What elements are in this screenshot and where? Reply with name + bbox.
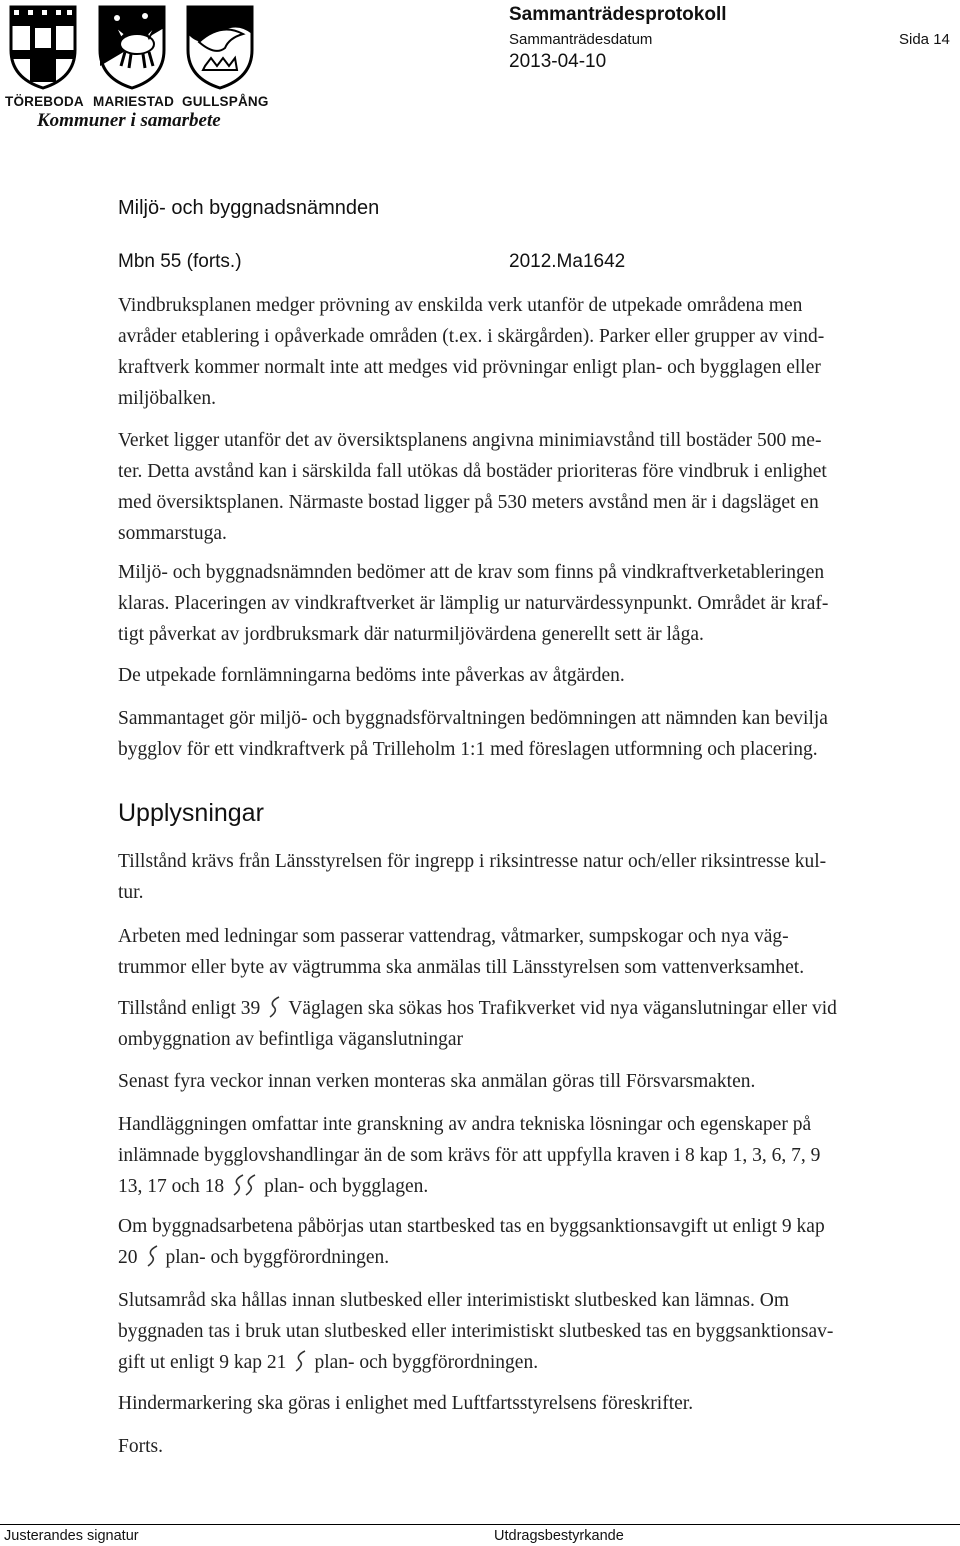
section-sign-icon: [292, 1350, 310, 1372]
text-line: Verket ligger utanför det av översiktsplanens angivna minimiavstånd till bostäder 500 me-: [118, 430, 822, 451]
text-line: ombyggnation av befintliga väganslutningar: [118, 1029, 463, 1050]
text-line: kraftverk kommer normalt inte att medges vid prövningar enligt plan- och bygglagen eller: [118, 357, 821, 378]
gullspang-crest-icon: [185, 4, 255, 90]
text-line: Vindbruksplanen medger prövning av enskilda verk utanför de utpekade områdena men: [118, 295, 803, 316]
info-handlaggning: [118, 1109, 948, 1202]
text-line: avråder etablering i opåverkade områden (t.ex. i skärgården). Parker eller grupper av vind-: [118, 326, 825, 347]
text-line: Om byggnadsarbetena påbörjas utan startbesked tas en byggsanktionsavgift ut enligt 9 kap: [118, 1216, 825, 1237]
info-vaglagen: [118, 993, 948, 1055]
section-heading: Upplysningar: [118, 799, 264, 827]
text-line: tur.: [118, 882, 144, 903]
text-segment: plan- och byggförordningen.: [314, 1352, 539, 1373]
paragraph-minimiavstand: [118, 425, 948, 549]
text-line: bygglov för ett vindkraftverk på Trilleholm 1:1 med föreslagen utformning och placering.: [118, 739, 818, 760]
text-line: Tillstånd krävs från Länsstyrelsen för ingrepp i riksintresse natur och/eller riksintresse kul-: [118, 851, 827, 872]
info-ledningar: [118, 921, 948, 983]
text-segment: gift ut enligt 9 kap 21: [118, 1352, 287, 1373]
text-line: [118, 1242, 948, 1273]
info-slutsamrad: [118, 1285, 948, 1378]
info-startbesked: [118, 1211, 948, 1273]
text-line: De utpekade fornlämningarna bedöms inte påverkas av åtgärden.: [118, 665, 625, 686]
meeting-date: 2013-04-10: [509, 51, 607, 72]
toreboda-crest-icon: [8, 4, 78, 90]
text-line: Arbeten med ledningar som passerar vattendrag, våtmarker, sumpskogar och nya väg-: [118, 926, 789, 947]
info-lansstyrelsen: [118, 846, 948, 908]
text-line: inlämnade bygglovshandlingar än de som krävs för att uppfylla kraven i 8 kap 1, 3, 6, 7, 9: [118, 1145, 821, 1166]
document-type-title: Sammanträdesprotokoll: [509, 4, 727, 25]
text-line: Senast fyra veckor innan verken monteras ska anmälan göras till Försvarsmakten.: [118, 1071, 756, 1092]
section-identifier: Mbn 55 (forts.): [118, 251, 242, 272]
paragraph-vindbruksplan: [118, 290, 948, 414]
text-line: [118, 1171, 948, 1202]
info-forsvarsmakten: [118, 1066, 948, 1097]
logo-tagline: Kommuner i samarbete: [37, 110, 221, 131]
text-line: miljöbalken.: [118, 388, 217, 409]
paragraph-fornlamningar: [118, 660, 948, 691]
info-hindermarkering: [118, 1388, 948, 1419]
text-line: Miljö- och byggnadsnämnden bedömer att de krav som finns på vindkraftverketableringen: [118, 562, 825, 583]
section-sign-icon: [144, 1245, 162, 1267]
board-name: Miljö- och byggnadsnämnden: [118, 197, 380, 219]
municipality-name: GULLSPÅNG: [182, 94, 269, 109]
case-number: 2012.Ma1642: [509, 251, 626, 272]
section-sign-icon: [266, 996, 284, 1018]
text-line: Handläggningen omfattar inte granskning av andra tekniska lösningar och egenskaper på: [118, 1114, 812, 1135]
text-line: [118, 993, 948, 1024]
text-segment: Väglagen ska sökas hos Trafikverket vid nya väganslutningar eller vid: [288, 998, 837, 1019]
text-segment: 13, 17 och 18: [118, 1176, 225, 1197]
text-line: Forts.: [118, 1436, 163, 1457]
text-segment: plan- och byggförordningen.: [165, 1247, 390, 1268]
mariestad-crest-icon: [97, 4, 167, 90]
text-line: Hindermarkering ska göras i enlighet med Luftfartsstyrelsens föreskrifter.: [118, 1393, 694, 1414]
text-line: byggnaden tas i bruk utan slutbesked eller interimistiskt slutbesked tas en byggsanktionsav-: [118, 1321, 834, 1342]
paragraph-bedomning: [118, 557, 948, 650]
text-line: med översiktsplanen. Närmaste bostad ligger på 530 meters avstånd men är i dagsläget en: [118, 492, 819, 513]
paragraph-sammantaget: [118, 703, 948, 765]
text-line: sommarstuga.: [118, 523, 227, 544]
municipality-name: TÖREBODA: [5, 94, 84, 109]
text-line: klaras. Placeringen av vindkraftverket är lämplig ur naturvärdessynpunkt. Området är kraf-: [118, 593, 829, 614]
text-line: Sammantaget gör miljö- och byggnadsförvaltningen bedömningen att nämnden kan bevilja: [118, 708, 828, 729]
text-line: Slutsamråd ska hållas innan slutbesked eller interimistiskt slutbesked kan lämnas. Om: [118, 1290, 790, 1311]
text-line: ter. Detta avstånd kan i särskilda fall utökas då bostäder prioriteras före vindbruk i enlighet: [118, 461, 827, 482]
text-segment: Tillstånd enligt 39: [118, 998, 261, 1019]
continuation-note: [118, 1431, 948, 1462]
municipality-name: MARIESTAD: [93, 94, 175, 109]
text-line: tigt påverkat av jordbruksmark där naturmiljövärdena generellt sett är låga.: [118, 624, 704, 645]
page-number: Sida 14: [899, 31, 950, 48]
municipal-logo-group: [5, 2, 267, 132]
footer-divider: [0, 1524, 960, 1525]
text-segment: 20: [118, 1247, 138, 1268]
text-line: [118, 1347, 948, 1378]
certification-label: Utdragsbestyrkande: [494, 1528, 624, 1544]
section-sign-icon: [230, 1174, 260, 1196]
meeting-date-label: Sammanträdesdatum: [509, 31, 653, 48]
text-segment: plan- och bygglagen.: [264, 1176, 429, 1197]
signature-label: Justerandes signatur: [4, 1528, 139, 1544]
text-line: trummor eller byte av vägtrumma ska anmälas till Länsstyrelsen som vattenverksamhet.: [118, 957, 805, 978]
